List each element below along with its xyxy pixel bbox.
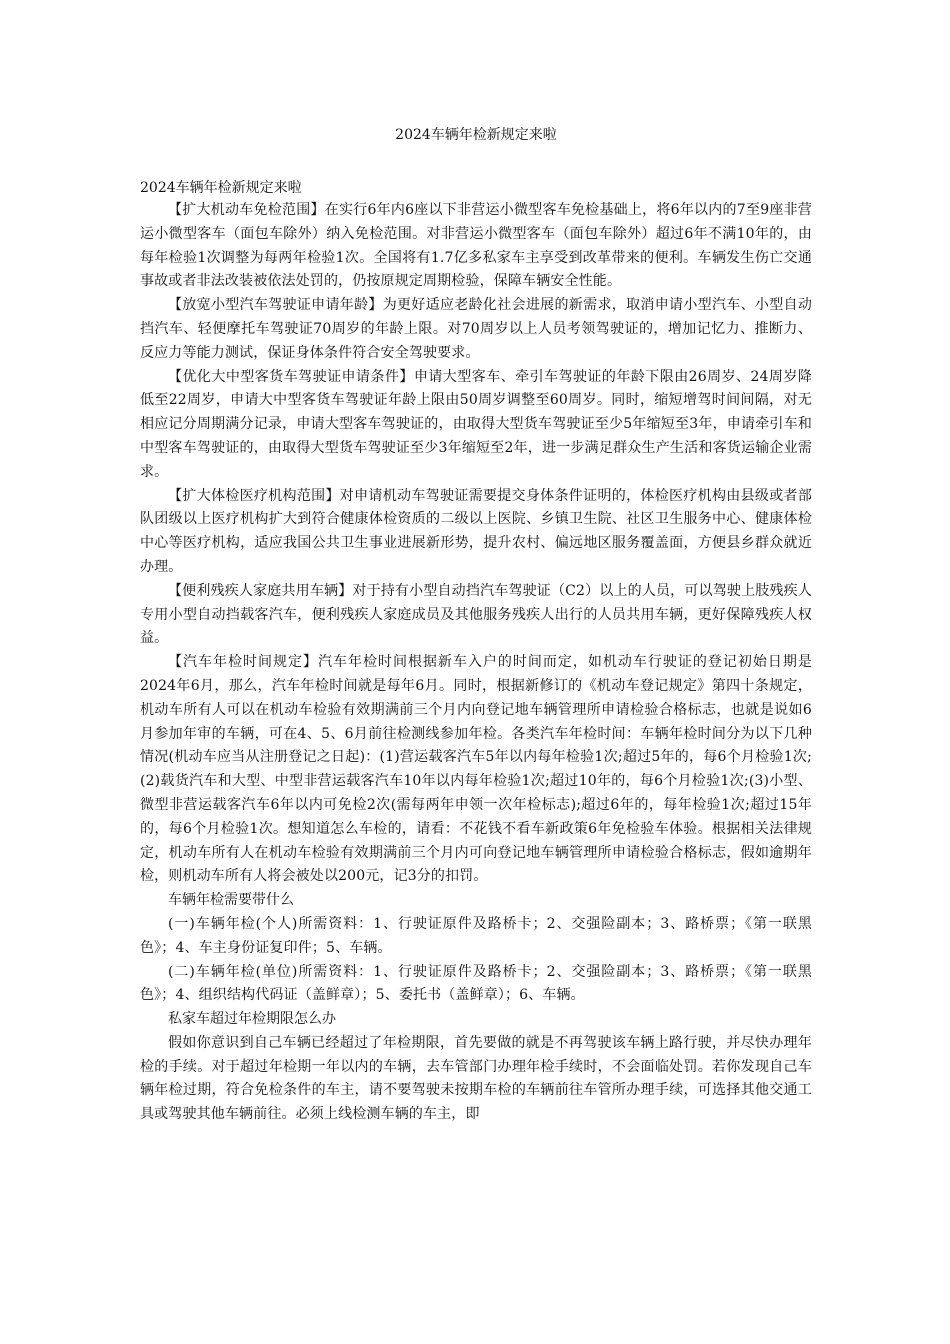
paragraph-overdue: 假如你意识到自己车辆已经超过了年检期限，首先要做的就是不再驾驶该车辆上路行驶，并尽快办理年检的手续。对于超过年检期一年以内的车辆，去车管部门办理年检手续时，不会面临处罚。若你发现自己车辆年检过期，符合免检条件的车主，请不要驾驶未按期车检的车辆前往车管所办理手续，可选择其他交通工具或驾驶其他车辆前往。必须上线检测车辆的车主，即 [140, 1034, 812, 1123]
document-page [140, 124, 812, 1127]
document-title: 2024车辆年检新规定来啦 [395, 127, 557, 143]
paragraph-age-limit: 【放宽小型汽车驾驶证申请年龄】为更好适应老龄化社会进展的新需求，取消申请小型汽车、小型自动挡汽车、轻便摩托车驾驶证70周岁的年龄上限。对70周岁以上人员考领驾驶证的，增加记忆力、推断力、反应力等能力测试，保证身体条件符合安全驾驶要求。 [140, 297, 812, 361]
paragraph-large-vehicle-license: 【优化大中型客货车驾驶证申请条件】申请大型客车、牵引车驾驶证的年龄下限由26周岁、24周岁降低至22周岁，申请大中型客货车驾驶证年龄上限由50周岁调整至60周岁。同时，缩短增驾时间间隔，对无相应记分周期满分记录，申请大型客车驾驶证的，由取得大型货车驾驶证至少5年缩短至3年，申请牵引车和中型客车驾驶证的，由取得大型货车驾驶证至少3年缩短至2年，进一步满足群众生产生活和客货运输企业需求。 [140, 368, 812, 480]
paragraph-exemption-scope: 【扩大机动车免检范围】在实行6年内6座以下非营运小微型客车免检基础上，将6年以内的7至9座非营运小微型客车（面包车除外）纳入免检范围。对非营运小微型客车（面包车除外）超过6年不满10年的，由每年检验1次调整为每两年检验1次。全国将有1.7亿多私家车主享受到改革带来的便利。车辆发生伤亡交通事故或者非法改装被依法处罚的，仍按原规定周期检验，保障车辆安全性能。 [140, 202, 812, 290]
paragraph-disabled-family-vehicle: 【便利残疾人家庭共用车辆】对于持有小型自动挡汽车驾驶证（C2）以上的人员，可以驾驶上肢残疾人专用小型自动挡载客汽车，便利残疾人家庭成员及其他服务残疾人出行的人员共用车辆，更好保障残疾人权益。 [140, 582, 812, 647]
paragraph-company-materials: (二)车辆年检(单位)所需资料：1、行驶证原件及路桥卡；2、交强险副本；3、路桥票；《第一联黑色》；4、组织结构代码证（盖鲜章）；5、委托书（盖鲜章）；6、车辆。 [140, 963, 812, 1004]
paragraph-inspection-time: 【汽车年检时间规定】汽车年检时间根据新车入户的时间而定，如机动车行驶证的登记初始日期是2024年6月，那么，汽车年检时间就是每年6月。同时，根据新修订的《机动车登记规定》第四十条规定，机动车所有人可以在机动车检验有效期满前三个月内向登记地车辆管理所申请检验合格标志，也就是说如6月参加年审的车辆，可在4、5、6月前往检测线参加年检。各类汽车年检时间：车辆年检时间分为以下几种情况(机动车应当从注册登记之日起)：(1)营运载客汽车5年以内每年检验1次;超过5年的，每6个月检验1次;(2)载货汽车和大型、中型非营运载客汽车10年以内每年检验1次;超过10年的，每6个月检验1次;(3)小型、微型非营运载客汽车6年以内可免检2次(需每两年申领一次年检标志);超过6年的，每年检验1次;超过15年的，每6个月检验1次。想知道怎么车检的，请看：不花钱不看车新政策6年免检验车体验。根据相关法律规定，机动车所有人在机动车检验有效期满前三个月内可向登记地车辆管理所申请检验合格标志，假如逾期年检，则机动车所有人将会被处以200元，记3分的扣罚。 [140, 654, 812, 885]
document-subtitle: 2024车辆年检新规定来啦 [140, 180, 302, 196]
heading-overdue: 私家车超过年检期限怎么办 [168, 1011, 336, 1028]
paragraph-medical-institutions: 【扩大体检医疗机构范围】对申请机动车驾驶证需要提交身体条件证明的，体检医疗机构由县级或者部队团级以上医疗机构扩大到符合健康体检资质的二级以上医院、乡镇卫生院、社区卫生服务中心、健康体检中心等医疗机构，适应我国公共卫生事业进展新形势，提升农村、偏远地区服务覆盖面，方便县乡群众就近办理。 [140, 487, 812, 575]
paragraph-personal-materials: (一)车辆年检(个人)所需资料：1、行驶证原件及路桥卡；2、交强险副本；3、路桥票；《第一联黑色》；4、车主身份证复印件；5、车辆。 [140, 915, 812, 956]
heading-what-to-bring: 车辆年检需要带什么 [168, 892, 294, 909]
